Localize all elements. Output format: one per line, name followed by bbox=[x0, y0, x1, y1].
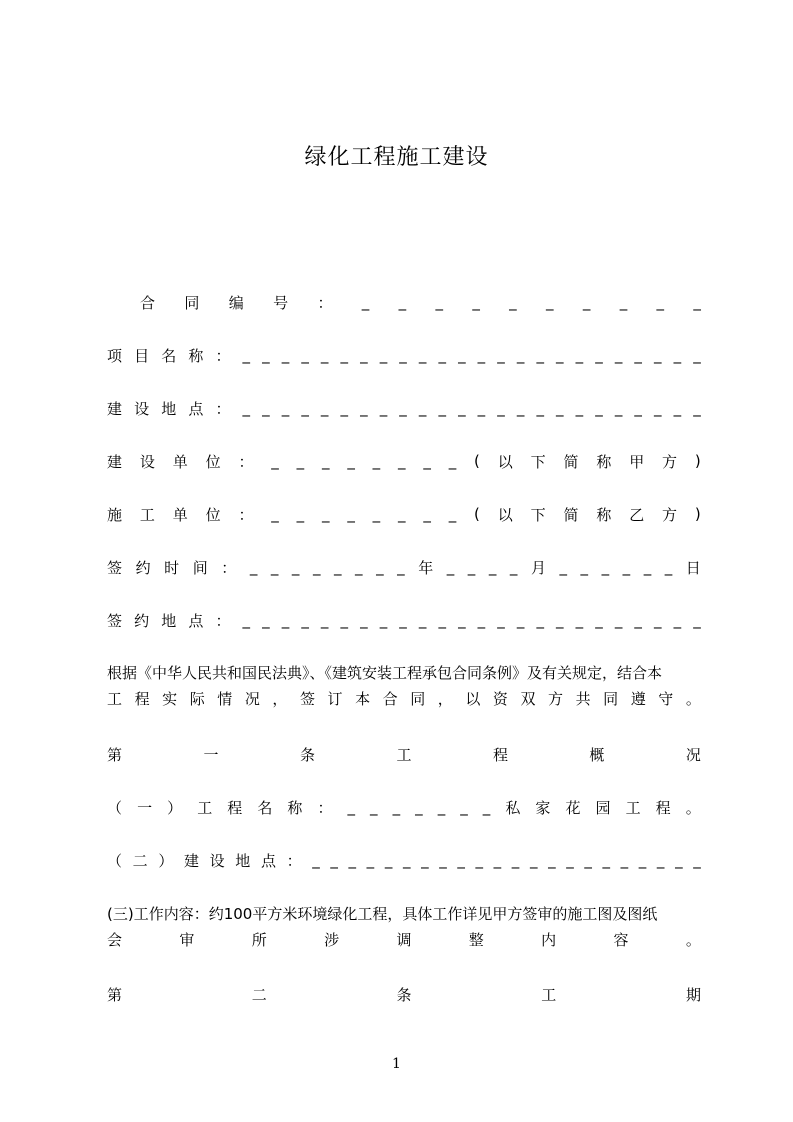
text-char: 建 bbox=[107, 452, 123, 471]
text-char: 涉 bbox=[324, 931, 340, 949]
blank-underscore: _ bbox=[281, 399, 290, 417]
blank-underscore: _ bbox=[438, 346, 446, 364]
blank-underscore: _ bbox=[320, 611, 329, 629]
text-char: 工 bbox=[197, 798, 213, 817]
text-char: 工 bbox=[396, 745, 412, 764]
text-char: 花 bbox=[565, 798, 581, 817]
blank-underscore: _ bbox=[458, 346, 466, 364]
text-char: ） bbox=[167, 798, 183, 817]
text-char: 地 bbox=[235, 851, 251, 870]
blank-underscore: _ bbox=[242, 346, 251, 364]
text-char: 概 bbox=[589, 745, 605, 764]
blank-underscore: _ bbox=[421, 851, 429, 869]
text-char: 点 bbox=[260, 851, 276, 870]
blank-underscore: _ bbox=[372, 452, 381, 470]
text-char: 施 bbox=[107, 505, 123, 524]
text-char: 二 bbox=[132, 851, 148, 870]
blank-underscore: _ bbox=[511, 851, 520, 869]
text-char: 内 bbox=[541, 931, 557, 949]
text-char: ： bbox=[238, 452, 254, 471]
work-content-line-1: (三)工作内容：约100平方米环境绿化工程，具体工作详见甲方签审的施工图及图纸 bbox=[107, 905, 658, 923]
blank-underscore: _ bbox=[536, 399, 544, 417]
text-char: 期 bbox=[685, 985, 701, 1004]
text-char: 称 bbox=[596, 505, 612, 524]
blank-underscore: _ bbox=[262, 346, 270, 364]
text-char: 程 bbox=[655, 798, 671, 817]
blank-underscore: _ bbox=[595, 346, 603, 364]
blank-underscore: _ bbox=[415, 798, 423, 816]
text-char: ) bbox=[694, 452, 701, 470]
blank-underscore: _ bbox=[546, 293, 554, 311]
blank-underscore: _ bbox=[458, 399, 466, 417]
text-char: 第 bbox=[107, 745, 123, 764]
blank-underscore: _ bbox=[575, 611, 584, 629]
text-char: 地 bbox=[161, 399, 177, 418]
blank-underscore: _ bbox=[693, 851, 701, 869]
text-char: 遵 bbox=[630, 690, 646, 708]
blank-underscore: _ bbox=[575, 346, 584, 364]
blank-underscore: _ bbox=[423, 452, 431, 470]
text-char: 项 bbox=[107, 346, 123, 365]
blank-underscore: _ bbox=[457, 851, 465, 869]
text-char: 守 bbox=[658, 690, 674, 708]
page-number: 1 bbox=[392, 1056, 401, 1072]
blank-underscore: _ bbox=[242, 399, 251, 417]
blank-underscore: _ bbox=[497, 611, 505, 629]
blank-underscore: _ bbox=[397, 558, 405, 576]
blank-underscore: _ bbox=[497, 399, 505, 417]
text-char: 程 bbox=[227, 798, 243, 817]
article-1-heading bbox=[107, 742, 701, 766]
text-char: 整 bbox=[468, 931, 484, 949]
text-char: 调 bbox=[396, 931, 412, 949]
blank-underscore: _ bbox=[366, 851, 375, 869]
text-char: 建 bbox=[107, 399, 123, 418]
text-char: 号 bbox=[273, 293, 289, 312]
blank-underscore: _ bbox=[529, 851, 538, 869]
blank-underscore: _ bbox=[321, 505, 330, 523]
blank-underscore: _ bbox=[296, 505, 305, 523]
text-char: ( bbox=[474, 505, 480, 523]
text-char: ( bbox=[474, 452, 480, 470]
text-char: 二 bbox=[251, 985, 267, 1004]
text-char: 。 bbox=[685, 690, 701, 708]
blank-underscore: _ bbox=[634, 346, 642, 364]
blank-underscore: _ bbox=[379, 399, 388, 417]
text-char: 时 bbox=[164, 558, 180, 577]
text-char: 日 bbox=[685, 558, 701, 577]
blank-underscore: _ bbox=[402, 851, 411, 869]
text-char: ： bbox=[286, 851, 302, 870]
blank-underscore: _ bbox=[438, 611, 446, 629]
document-title: 绿化工程施工建设 bbox=[304, 145, 489, 170]
text-char: 情 bbox=[217, 690, 233, 708]
text-char: 称 bbox=[287, 798, 303, 817]
blank-underscore: _ bbox=[643, 558, 652, 576]
blank-underscore: _ bbox=[291, 558, 300, 576]
text-char: 私 bbox=[505, 798, 521, 817]
text-char: 合 bbox=[382, 690, 398, 708]
blank-underscore: _ bbox=[281, 611, 290, 629]
project-name-item bbox=[107, 795, 701, 819]
text-char: 名 bbox=[257, 798, 273, 817]
blank-underscore: _ bbox=[399, 346, 407, 364]
text-char: 年 bbox=[418, 558, 434, 577]
work-content-paragraph bbox=[107, 901, 701, 953]
blank-underscore: _ bbox=[575, 399, 584, 417]
blank-underscore: _ bbox=[634, 611, 642, 629]
text-char: 以 bbox=[497, 505, 513, 524]
blank-underscore: _ bbox=[614, 346, 623, 364]
blank-underscore: _ bbox=[355, 558, 363, 576]
blank-underscore: _ bbox=[398, 505, 406, 523]
blank-underscore: _ bbox=[321, 452, 330, 470]
text-char: 家 bbox=[535, 798, 551, 817]
blank-underscore: _ bbox=[654, 399, 662, 417]
blank-underscore: _ bbox=[370, 798, 378, 816]
text-char: 本 bbox=[355, 690, 371, 708]
blank-underscore: _ bbox=[438, 399, 446, 417]
blank-underscore: _ bbox=[467, 558, 476, 576]
blank-underscore: _ bbox=[262, 611, 270, 629]
text-char: 程 bbox=[492, 745, 508, 764]
text-char: 共 bbox=[575, 690, 591, 708]
blank-underscore: _ bbox=[458, 611, 466, 629]
text-char: 工 bbox=[541, 985, 557, 1004]
blank-underscore: _ bbox=[614, 611, 623, 629]
blank-underscore: _ bbox=[634, 399, 642, 417]
blank-underscore: _ bbox=[418, 346, 427, 364]
text-char: 方 bbox=[548, 690, 564, 708]
text-char: 双 bbox=[520, 690, 536, 708]
blank-underscore: _ bbox=[654, 611, 662, 629]
text-char: 订 bbox=[327, 690, 343, 708]
text-char: 条 bbox=[299, 745, 315, 764]
blank-underscore: _ bbox=[693, 399, 701, 417]
blank-underscore: _ bbox=[360, 399, 368, 417]
blank-underscore: _ bbox=[320, 399, 329, 417]
blank-underscore: _ bbox=[516, 346, 525, 364]
blank-underscore: _ bbox=[566, 851, 574, 869]
text-char: 。 bbox=[685, 798, 701, 817]
text-char: 签 bbox=[299, 690, 315, 708]
blank-underscore: _ bbox=[673, 399, 682, 417]
blank-underscore: _ bbox=[595, 399, 603, 417]
text-char: 点 bbox=[188, 611, 204, 630]
blank-underscore: _ bbox=[654, 346, 662, 364]
blank-underscore: _ bbox=[580, 558, 589, 576]
construction-site-line bbox=[107, 396, 701, 420]
text-char: 下 bbox=[530, 505, 546, 524]
blank-underscore: _ bbox=[398, 452, 406, 470]
text-char: 资 bbox=[492, 690, 508, 708]
site-item bbox=[107, 848, 701, 872]
text-char: 会 bbox=[107, 931, 123, 949]
blank-underscore: _ bbox=[556, 346, 564, 364]
blank-underscore: _ bbox=[446, 558, 455, 576]
blank-underscore: _ bbox=[301, 399, 309, 417]
work-content-line-2 bbox=[107, 927, 701, 953]
text-char: 乙 bbox=[629, 505, 645, 524]
blank-underscore: _ bbox=[242, 611, 251, 629]
blank-underscore: _ bbox=[399, 399, 407, 417]
text-char: 间 bbox=[192, 558, 208, 577]
blank-underscore: _ bbox=[347, 452, 355, 470]
blank-underscore: _ bbox=[693, 293, 701, 311]
blank-underscore: _ bbox=[320, 346, 329, 364]
blank-underscore: _ bbox=[347, 505, 355, 523]
blank-underscore: _ bbox=[582, 293, 591, 311]
text-char: （ bbox=[107, 851, 123, 870]
text-char: 容 bbox=[613, 931, 629, 949]
blank-underscore: _ bbox=[312, 558, 321, 576]
text-char: 设 bbox=[209, 851, 225, 870]
text-char: 程 bbox=[134, 690, 150, 708]
blank-underscore: _ bbox=[536, 346, 544, 364]
blank-underscore: _ bbox=[271, 452, 279, 470]
blank-underscore: _ bbox=[301, 611, 309, 629]
blank-underscore: _ bbox=[312, 851, 320, 869]
preamble-line-1: 根据《中华人民共和国民法典》、《建筑安装工程承包合同条例》及有关规定，结合本 bbox=[107, 664, 663, 682]
text-char: ： bbox=[221, 558, 237, 577]
contract-number-line bbox=[140, 290, 701, 314]
text-char: 审 bbox=[179, 931, 195, 949]
signing-date-line bbox=[107, 555, 701, 579]
text-char: 签 bbox=[107, 558, 123, 577]
blank-underscore: _ bbox=[301, 346, 309, 364]
text-char: 编 bbox=[228, 293, 244, 312]
blank-underscore: _ bbox=[559, 558, 567, 576]
text-char: （ bbox=[107, 798, 123, 817]
text-char: 。 bbox=[685, 931, 701, 949]
text-char: 方 bbox=[662, 505, 678, 524]
blank-underscore: _ bbox=[270, 558, 279, 576]
text-char: ： bbox=[215, 399, 231, 418]
blank-underscore: _ bbox=[281, 346, 290, 364]
blank-underscore: _ bbox=[372, 505, 381, 523]
blank-underscore: _ bbox=[673, 611, 682, 629]
blank-underscore: _ bbox=[340, 346, 349, 364]
blank-underscore: _ bbox=[448, 505, 457, 523]
text-char: 合 bbox=[140, 293, 156, 312]
text-char: 称 bbox=[188, 346, 204, 365]
blank-underscore: _ bbox=[348, 851, 357, 869]
text-char: 约 bbox=[134, 611, 150, 630]
blank-underscore: _ bbox=[482, 798, 491, 816]
text-char: 工 bbox=[139, 505, 155, 524]
developer-line bbox=[107, 449, 701, 473]
text-char: ： bbox=[317, 798, 333, 817]
text-char: 园 bbox=[595, 798, 611, 817]
text-char: 所 bbox=[251, 931, 267, 949]
blank-underscore: _ bbox=[509, 558, 518, 576]
blank-underscore: _ bbox=[334, 558, 342, 576]
text-char: 建 bbox=[183, 851, 199, 870]
blank-underscore: _ bbox=[556, 399, 564, 417]
blank-underscore: _ bbox=[536, 611, 544, 629]
blank-underscore: _ bbox=[296, 452, 305, 470]
blank-underscore: _ bbox=[330, 851, 338, 869]
text-char: ） bbox=[158, 851, 174, 870]
blank-underscore: _ bbox=[448, 452, 457, 470]
blank-underscore: _ bbox=[475, 851, 484, 869]
blank-underscore: _ bbox=[601, 558, 610, 576]
blank-underscore: _ bbox=[619, 293, 628, 311]
blank-underscore: _ bbox=[347, 798, 355, 816]
blank-underscore: _ bbox=[379, 346, 388, 364]
blank-underscore: _ bbox=[477, 346, 486, 364]
text-char: 单 bbox=[172, 452, 188, 471]
text-char: 月 bbox=[530, 558, 546, 577]
blank-underscore: _ bbox=[693, 611, 701, 629]
blank-underscore: _ bbox=[418, 611, 427, 629]
blank-underscore: _ bbox=[584, 851, 592, 869]
text-char: ： bbox=[317, 293, 333, 312]
text-char: ， bbox=[437, 690, 453, 708]
blank-underscore: _ bbox=[360, 611, 368, 629]
project-name-line bbox=[107, 343, 701, 367]
blank-underscore: _ bbox=[439, 851, 447, 869]
text-char: 实 bbox=[162, 690, 178, 708]
blank-underscore: _ bbox=[622, 558, 631, 576]
text-char: 位 bbox=[205, 452, 221, 471]
text-char: ： bbox=[215, 611, 231, 630]
blank-underscore: _ bbox=[488, 558, 497, 576]
blank-underscore: _ bbox=[460, 798, 468, 816]
blank-underscore: _ bbox=[673, 346, 682, 364]
text-char: 位 bbox=[205, 505, 221, 524]
preamble-line-2 bbox=[107, 686, 701, 712]
blank-underscore: _ bbox=[620, 851, 629, 869]
text-char: 以 bbox=[497, 452, 513, 471]
blank-underscore: _ bbox=[656, 293, 665, 311]
blank-underscore: _ bbox=[249, 558, 258, 576]
blank-underscore: _ bbox=[340, 611, 349, 629]
text-char: 设 bbox=[134, 399, 150, 418]
blank-underscore: _ bbox=[477, 399, 486, 417]
text-char: 同 bbox=[184, 293, 200, 312]
blank-underscore: _ bbox=[675, 851, 683, 869]
text-char: ， bbox=[272, 690, 288, 708]
blank-underscore: _ bbox=[399, 611, 407, 629]
blank-underscore: _ bbox=[614, 399, 623, 417]
blank-underscore: _ bbox=[361, 293, 370, 311]
contractor-line bbox=[107, 502, 701, 526]
blank-underscore: _ bbox=[472, 293, 480, 311]
text-char: 约 bbox=[135, 558, 151, 577]
preamble-paragraph bbox=[107, 660, 701, 712]
text-char: 第 bbox=[107, 985, 123, 1004]
blank-underscore: _ bbox=[548, 851, 556, 869]
blank-underscore: _ bbox=[437, 798, 446, 816]
text-char: ) bbox=[694, 505, 701, 523]
text-char: 设 bbox=[139, 452, 155, 471]
text-char: 称 bbox=[596, 452, 612, 471]
text-char: 况 bbox=[685, 745, 701, 764]
text-char: 工 bbox=[625, 798, 641, 817]
blank-underscore: _ bbox=[435, 293, 443, 311]
blank-underscore: _ bbox=[423, 505, 431, 523]
blank-underscore: _ bbox=[262, 399, 270, 417]
blank-underscore: _ bbox=[497, 346, 505, 364]
text-char: 目 bbox=[134, 346, 150, 365]
blank-underscore: _ bbox=[638, 851, 647, 869]
text-char: 条 bbox=[396, 985, 412, 1004]
blank-underscore: _ bbox=[595, 611, 603, 629]
text-char: 以 bbox=[465, 690, 481, 708]
blank-underscore: _ bbox=[360, 346, 368, 364]
text-char: 下 bbox=[530, 452, 546, 471]
text-char: 点 bbox=[188, 399, 204, 418]
text-char: 简 bbox=[563, 452, 579, 471]
signing-place-line bbox=[107, 608, 701, 632]
text-char: 方 bbox=[662, 452, 678, 471]
blank-underscore: _ bbox=[693, 346, 701, 364]
blank-underscore: _ bbox=[376, 558, 384, 576]
text-char: 同 bbox=[410, 690, 426, 708]
blank-underscore: _ bbox=[602, 851, 610, 869]
article-2-heading bbox=[107, 982, 701, 1006]
blank-underscore: _ bbox=[664, 558, 673, 576]
blank-underscore: _ bbox=[384, 851, 393, 869]
blank-underscore: _ bbox=[392, 798, 401, 816]
blank-underscore: _ bbox=[493, 851, 502, 869]
blank-underscore: _ bbox=[509, 293, 517, 311]
blank-underscore: _ bbox=[516, 399, 525, 417]
text-char: 签 bbox=[107, 611, 123, 630]
blank-underscore: _ bbox=[340, 399, 349, 417]
text-char: 地 bbox=[161, 611, 177, 630]
text-char: 工 bbox=[107, 690, 123, 708]
text-char: 一 bbox=[203, 745, 219, 764]
text-char: ： bbox=[238, 505, 254, 524]
text-char: 际 bbox=[189, 690, 205, 708]
text-char: 单 bbox=[172, 505, 188, 524]
text-char: 况 bbox=[244, 690, 260, 708]
blank-underscore: _ bbox=[477, 611, 486, 629]
blank-underscore: _ bbox=[398, 293, 407, 311]
text-char: ： bbox=[215, 346, 231, 365]
text-char: 名 bbox=[161, 346, 177, 365]
text-char: 甲 bbox=[629, 452, 645, 471]
blank-underscore: _ bbox=[556, 611, 564, 629]
blank-underscore: _ bbox=[379, 611, 388, 629]
blank-underscore: _ bbox=[418, 399, 427, 417]
text-char: 同 bbox=[603, 690, 619, 708]
blank-underscore: _ bbox=[271, 505, 279, 523]
text-char: 简 bbox=[563, 505, 579, 524]
text-char: 一 bbox=[137, 798, 153, 817]
blank-underscore: _ bbox=[516, 611, 525, 629]
blank-underscore: _ bbox=[656, 851, 665, 869]
